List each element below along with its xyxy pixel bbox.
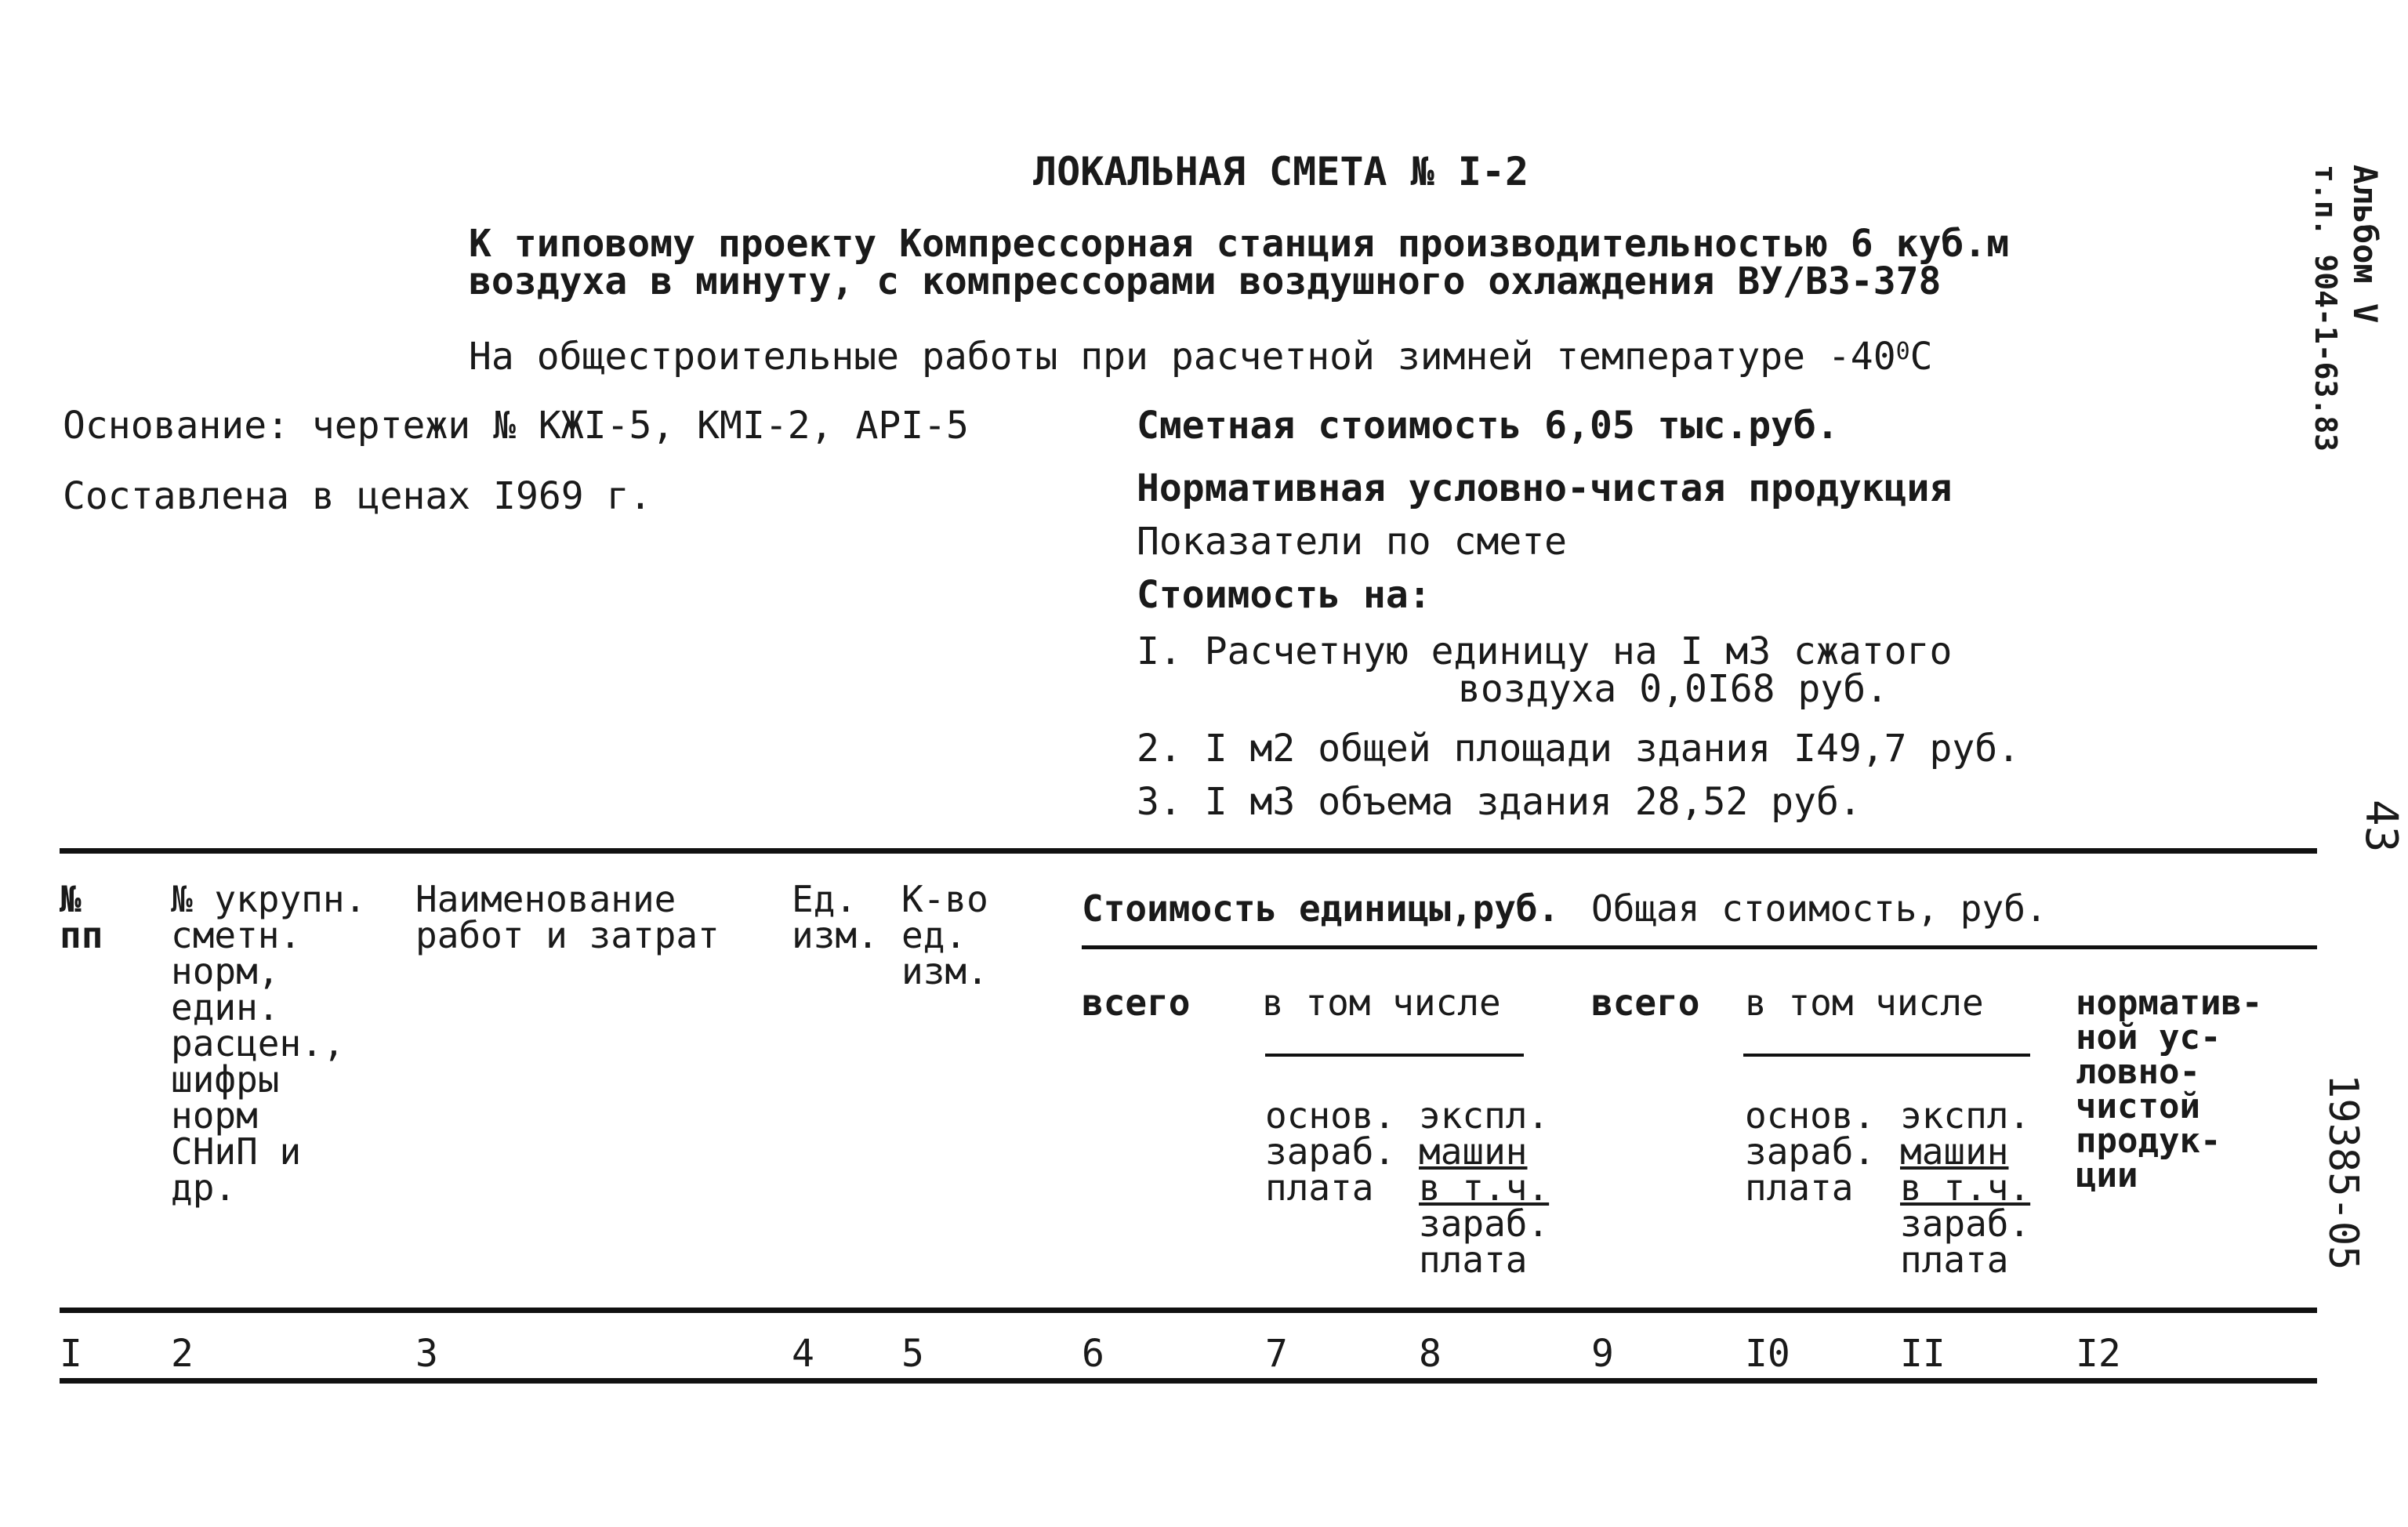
- col-norm-code-header: № укрупн. сметн. норм, един. расцен., шифры норм СНиП и др.: [171, 878, 367, 1209]
- table-numbers-rule: [60, 1378, 2317, 1384]
- degree-mark: 0: [1895, 338, 1910, 365]
- unit-total-header: всего: [1082, 981, 1191, 1024]
- unit-machine-top: экспл.: [1419, 1094, 1550, 1137]
- subtitle-line-3: [469, 335, 1933, 379]
- subtitle-line-2: воздуха в минуту, с компрессорами воздушного охлаждения ВУ/ВЗ-378: [469, 259, 1942, 303]
- unit-machine-incl: в т.ч.: [1419, 1166, 1550, 1209]
- temperature-unit: С: [1909, 335, 1933, 379]
- unit-machine-header: [1419, 1094, 1550, 1281]
- unit-cost-group-header: Стоимость единицы,руб.: [1082, 887, 1560, 930]
- cost-item-2: 2. I м2 общей площади здания I49,7 руб.: [1137, 727, 2021, 771]
- col-num-11: II: [1900, 1332, 1946, 1376]
- unit-machine-rest: зараб. плата: [1419, 1202, 1550, 1281]
- col-num-1: I: [60, 1332, 82, 1376]
- col-num-9: 9: [1591, 1332, 1614, 1376]
- total-including-header: в том числе: [1745, 981, 1984, 1024]
- total-including-rule: [1743, 1054, 2030, 1057]
- total-machine-header: [1900, 1094, 2031, 1281]
- col-work-name-header: Наименование работ и затрат: [415, 878, 720, 956]
- table-top-rule: [60, 848, 2317, 854]
- col-num-8: 8: [1419, 1332, 1442, 1376]
- basis-line: Основание: чертежи № КЖI-5, КМI-2, АРI-5: [63, 404, 969, 448]
- unit-including-header: в том числе: [1262, 981, 1501, 1024]
- total-machine-rest: зараб. плата: [1900, 1202, 2031, 1281]
- col-num-2: 2: [171, 1332, 194, 1376]
- temperature-text: На общестроительные работы при расчетной зимней температуре -40: [469, 335, 1896, 379]
- col-num-5: 5: [901, 1332, 924, 1376]
- unit-basic-wage-header: основ. зараб. плата: [1265, 1094, 1396, 1209]
- total-cost-group-header: Общая стоимость, руб.: [1591, 887, 2047, 930]
- cost-item-3: 3. I м3 объема здания 28,52 руб.: [1137, 780, 1862, 824]
- estimated-cost: Сметная стоимость 6,05 тыс.руб.: [1137, 404, 1839, 448]
- margin-code: 19385-05: [2319, 1074, 2366, 1271]
- col-num-4: 4: [792, 1332, 814, 1376]
- cost-group-rule: [1082, 945, 2317, 949]
- col-num-6: 6: [1082, 1332, 1104, 1376]
- col-num-12: I2: [2076, 1332, 2121, 1376]
- col-quantity-header: К-во ед. изм.: [901, 878, 988, 992]
- total-basic-wage-header: основ. зараб. плата: [1745, 1094, 1876, 1209]
- cost-heading: Стоимость на:: [1137, 573, 1431, 617]
- total-machine-under: машин: [1900, 1130, 2009, 1173]
- margin-album: Альбом V: [2346, 165, 2384, 324]
- col-unit-header: Ед. изм.: [792, 878, 879, 956]
- cost-item-1: I. Расчетную единицу на I м3 сжатого: [1137, 629, 1953, 673]
- indicators-heading: Показатели по смете: [1137, 520, 1568, 564]
- col-num-10: I0: [1745, 1332, 1790, 1376]
- col-number-header: № пп: [60, 878, 103, 956]
- prices-line: Составлена в ценах I969 г.: [63, 474, 652, 518]
- subtitle-line-1: К типовому проекту Компрессорная станция производительностью 6 куб.м: [469, 222, 2010, 266]
- margin-project: т.п. 904-1-63.83: [2308, 165, 2343, 452]
- margin-page-number: 43: [2355, 800, 2406, 853]
- col-num-3: 3: [415, 1332, 438, 1376]
- total-machine-incl: в т.ч.: [1900, 1166, 2031, 1209]
- col-num-7: 7: [1265, 1332, 1288, 1376]
- normative-production: Нормативная условно-чистая продукция: [1137, 466, 1953, 510]
- total-total-header: всего: [1591, 981, 1700, 1024]
- normative-production-header: норматив- ной ус- ловно- чистой продук- ции: [2076, 983, 2263, 1195]
- unit-including-rule: [1265, 1054, 1524, 1057]
- unit-machine-under: машин: [1419, 1130, 1528, 1173]
- cost-item-1-cont: воздуха 0,0I68 руб.: [1458, 667, 1889, 711]
- table-header-bottom-rule: [60, 1308, 2317, 1313]
- total-machine-top: экспл.: [1900, 1094, 2031, 1137]
- document-title: ЛОКАЛЬНАЯ СМЕТА № I-2: [1033, 149, 1529, 194]
